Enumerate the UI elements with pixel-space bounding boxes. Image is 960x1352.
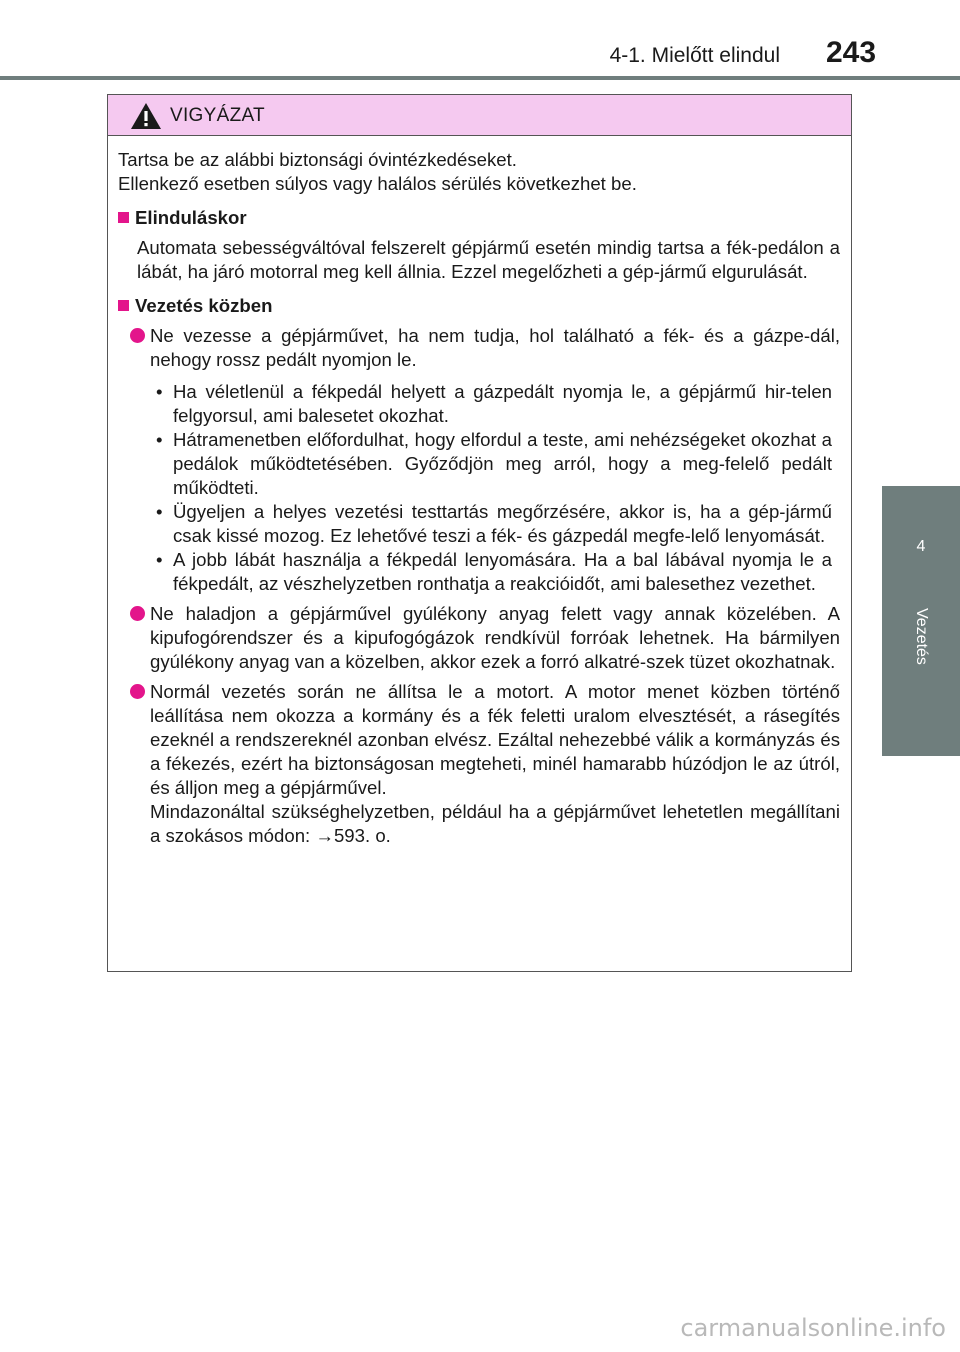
sub-bullet-item: • A jobb lábát használja a fékpedál lenyomására. Ha a bal lábával nyomja le a fékpedált, az vészhelyzetben ronthatja a reakcióidőt, ami balesethez vezethet. bbox=[156, 549, 832, 594]
bullet-continuation-text: Mindazonáltal szükséghelyzetben, például ha a gépjárművet lehetetlen megállítani a szokásos módon: →593. o. bbox=[150, 801, 840, 846]
bullet-text: Normál vezetés során ne állítsa le a motort. A motor menet közben történő leállítása nem okozza a kormány és a fék feletti uralom elvesztését, a rásegítés ezeknél a rendszereknél azonban elvész. Ezáltal nehezebbé válik a kormányzás és a fékezés, ezért ha biztonságosan megteheti, minél hamarabb húzódjon le az útról, és álljon meg a gépjárművel. bbox=[150, 681, 840, 798]
circle-bullet-icon bbox=[130, 606, 145, 621]
header-rule bbox=[0, 76, 960, 80]
section-while-driving bbox=[118, 294, 840, 848]
warning-intro-line-1: Tartsa be az alábbi biztonsági óvintézkedéseket. bbox=[118, 149, 517, 170]
warning-intro-line-2: Ellenkező esetben súlyos vagy halálos sérülés következhet be. bbox=[118, 173, 637, 194]
bullet-text: Ne haladjon a gépjárművel gyúlékony anyag felett vagy annak közelében. A kipufogórendszer és a kipufogógázok rendkívül forróak lehetnek. Ha bármilyen gyúlékony anyag van a közelben, akkor ezek a forró alkatré-szek tüzet okozhatnak. bbox=[150, 603, 840, 672]
chapter-tab-label-text: Vezetés bbox=[913, 608, 930, 665]
warning-title: VIGYÁZAT bbox=[170, 105, 265, 126]
section-title: 4-1. Mielőtt elindul bbox=[609, 44, 780, 67]
circle-bullet-icon bbox=[130, 684, 145, 699]
chapter-tab-number[interactable]: 4 bbox=[882, 486, 960, 596]
watermark: carmanualsonline.info bbox=[680, 1314, 946, 1342]
section-heading: Elinduláskor bbox=[118, 206, 840, 230]
circle-bullet-icon bbox=[130, 328, 145, 343]
chapter-tab-label[interactable] bbox=[882, 596, 960, 756]
sub-bullet-item: • Hátramenetben előfordulhat, hogy elfordul a teste, ami nehézségeket okozhat a pedálok működtetésében. Győződjön meg arról, hogy a meg-felelő pedált működteti. bbox=[156, 429, 832, 498]
sub-bullet-list bbox=[148, 380, 840, 596]
page-number: 243 bbox=[826, 36, 877, 69]
warning-box bbox=[107, 94, 852, 972]
bullet-item bbox=[130, 602, 840, 674]
sub-bullet-item: • Ügyeljen a helyes vezetési testtartás megőrzésére, akkor is, ha a gép-jármű csak kissé mozog. Ez lehetővé teszi a fék- és gázpedál megfe-lelő lenyomását. bbox=[156, 501, 832, 546]
warning-header bbox=[108, 95, 851, 136]
bullet-item bbox=[130, 680, 840, 848]
section-heading: Vezetés közben bbox=[118, 294, 840, 318]
bullet-text: Ne vezesse a gépjárművet, ha nem tudja, hol található a fék- és a gázpe-dál, nehogy rossz pedált nyomjon le. bbox=[150, 325, 840, 370]
section-starting-off bbox=[118, 206, 840, 284]
bullet-item bbox=[130, 324, 840, 372]
square-bullet-icon bbox=[118, 212, 129, 223]
warning-triangle-icon bbox=[130, 102, 162, 130]
sub-bullet-item: • Ha véletlenül a fékpedál helyett a gázpedált nyomja le, a gépjármű hir-telen felgyorsul, ami balesetet okozhat. bbox=[156, 381, 832, 426]
warning-body bbox=[108, 136, 851, 848]
section-text: Automata sebességváltóval felszerelt gépjármű esetén mindig tartsa a fék-pedálon a lábát, ha járó motorral meg kell állnia. Ezzel megelőzheti a gép-jármű elgurulását. bbox=[137, 237, 840, 282]
square-bullet-icon bbox=[118, 300, 129, 311]
